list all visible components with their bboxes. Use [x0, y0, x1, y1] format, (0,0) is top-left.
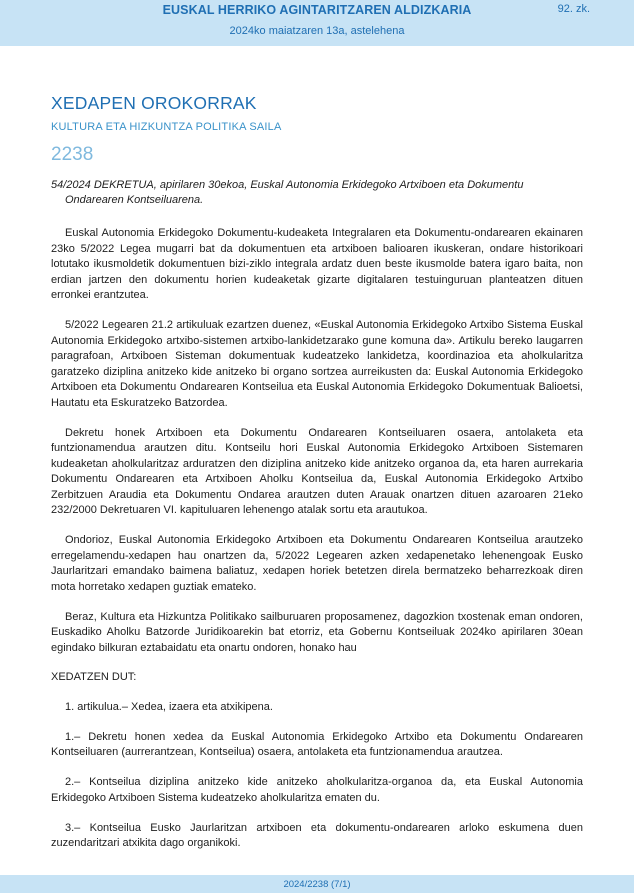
- paragraph: Euskal Autonomia Erkidegoko Dokumentu-kudeaketa Integralaren eta Dokumentu-ondarearen ekainaren 23ko 5/2022 Legea mugarri bat da dokumentuen eta artxiboen balioaren ikuskeran, ondare historikoari lotutako ikusmoldetik dokumentuen bizi-ziklo integrala ardatz duen beste ikusmolde batera igaro baita, non erdian jartzen den dokumentu horien kudeaketak gizarte digitalaren testuinguruan planteatzen dituen erronkei erantzutea.: [51, 227, 583, 301]
- journal-title: EUSKAL HERRIKO AGINTARITZAREN ALDIZKARIA: [162, 3, 472, 17]
- document-number: 2238: [51, 144, 94, 165]
- decree-title-line-2: Ondarearen Kontseiluarena.: [65, 193, 204, 206]
- paragraph: Ondorioz, Euskal Autonomia Erkidegoko Artxiboen eta Dokumentu Ondarearen Kontseilua arautzeko erregelamendu-xedapen hau onartzen da, 5/2022 Legearen azken xedapenetako lehenengoak Eusko Jaurlaritzari emandako baimena baliatuz, xedapen horiek betetzen direla bermatzeko beharrezkoak diren mota horretako xedapen guztiak emateko.: [51, 534, 583, 593]
- decree-heading: XEDATZEN DUT:: [51, 670, 137, 683]
- page-reference: 2024/2238 (7/1): [283, 879, 351, 890]
- article-item: 1.– Dekretu honen xedea da Euskal Autonomia Erkidegoko Artxibo eta Dokumentu Ondarearen Kontseiluaren (aurrerantzean, Kontseilua) osaera, antolaketa eta funtzionamendua arautzea.: [51, 730, 583, 758]
- paragraph: Dekretu honek Artxiboen eta Dokumentu Ondarearen Kontseiluaren osaera, antolaketa eta funtzionamendua arautzen ditu. Kontseilu hori Euskal Autonomia Erkidegoko Artxiboen Sistemaren kudeaketan aholkularitzaz arduratzen den diziplina anitzeko kide anitzeko organoa da, eta haren aurrekaria Dokumentu Ondarearen eta Artxiboen Aholku Kontseilua da, Euskal Autonomia Erkidegoko Artxibo Zerbitzuen Araudia eta Dokumentu Ondarea arautzen duten Arauak onartzen dituen azaroaren 21eko 232/2000 Dekretuaren VI. kapituluaren lehenengo atalak sortu eta arautukoa.: [51, 426, 583, 516]
- section-title: XEDAPEN OROKORRAK: [51, 93, 257, 113]
- department-name: KULTURA ETA HIZKUNTZA POLITIKA SAILA: [51, 121, 282, 133]
- article-item: 3.– Kontseilua Eusko Jaurlaritzan artxiboen eta dokumentu-ondarearen arloko eskumena duen zuzendaritzari atxikita dago organikoki.: [51, 821, 583, 849]
- issue-date: 2024ko maiatzaren 13a, astelehena: [229, 25, 405, 37]
- paragraph: 5/2022 Legearen 21.2 artikuluak ezartzen duenez, «Euskal Autonomia Erkidegoko Artxibo Sistema Euskal Autonomia Erkidegoko artxibo-sistemen artxibo-lankidetzarako gune komuna da». Artikulu bereko laugarren paragrafoan, Artxiboen Sisteman dokumentuak kudeatzeko lankidetza, koordinazioa eta aholkularitza garatzeko diziplina anitzeko kide anitzeko bi organo sortzea aurreikusten da: Euskal Autonomia Erkidegoko Artxiboen eta Dokumentu Ondarearen Kontseilua eta Euskal Autonomia Erkidegoko Dokumentuak Balioetsi, Hautatu eta Eskuratzeko Batzordea.: [51, 319, 583, 409]
- paragraph: Beraz, Kultura eta Hizkuntza Politikako sailburuaren proposamenez, dagozkion txostenak eman ondoren, Euskadiko Aholku Batzorde Juridikoarekin bat etorriz, eta Gobernu Kontseiluak 2024ko apirilaren 30ean egindako bilkuran eztabaidatu eta onartu ondoren, honako hau: [51, 610, 583, 654]
- document-body: [51, 226, 583, 866]
- decree-title-line-1: 54/2024 DEKRETUA, apirilaren 30ekoa, Euskal Autonomia Erkidegoko Artxiboen eta Dokumentu: [51, 179, 524, 191]
- article-item: 2.– Kontseilua diziplina anitzeko kide anitzeko aholkularitza-organoa da, eta Euskal Autonomia Erkidegoko Artxiboen Sistema kudeatzeko aholkularitza ematen du.: [51, 776, 583, 804]
- issue-number: 92. zk.: [557, 3, 590, 15]
- decree-title: [51, 178, 587, 207]
- article-heading: 1. artikulua.– Xedea, izaera eta atxikipena.: [65, 700, 273, 713]
